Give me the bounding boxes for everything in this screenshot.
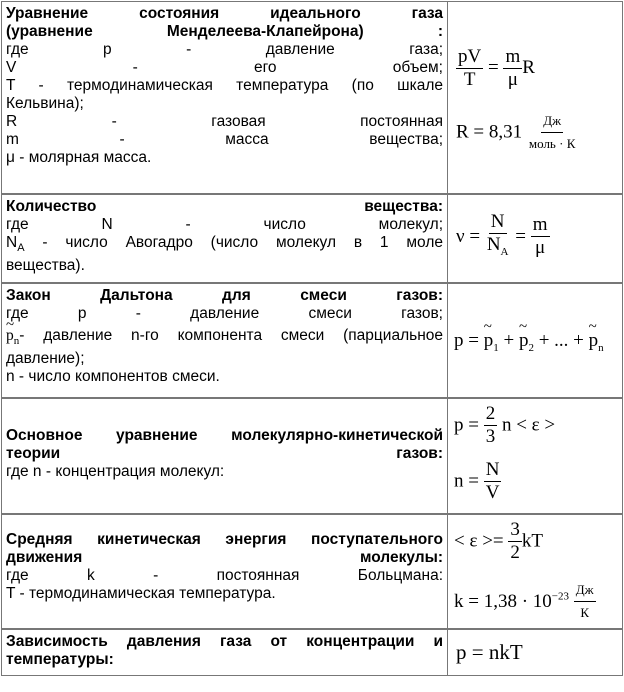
definition-line: где p - давление газа; [6,41,443,58]
definition-line: где k - постоянная Больцмана: [6,567,443,584]
formula-cell [448,284,622,397]
definition-line: давление); [6,350,85,368]
definition-line: вещества). [6,257,85,275]
row-title: Закон Дальтона для смеси газов: [6,287,443,304]
description-cell [2,630,448,675]
definition-line: где n - концентрация молекул: [6,463,225,480]
description-cell [2,284,448,397]
definition-line: V - его объем; [6,59,443,76]
row-dalton-law [1,283,623,398]
row-pressure-dependence [1,629,623,676]
definition-line: R - газовая постоянная [6,113,443,130]
description-cell [2,515,448,628]
clapeyron-formula: $\frac{pV}{T}$ = $\frac{m}{\mu}$ R [458,46,535,90]
definition-line: Кельвина); [6,95,84,112]
definition-line: T - термодинамическая температура. [6,585,276,602]
row-title: Средняя кинетическая энергия поступательного [6,531,443,548]
row-title: Количество вещества: [6,198,443,215]
concentration-formula: n = $\frac{N}{V}$ [454,459,500,503]
energy-formula: < ε >= $\frac{3}{2}$ kT [454,519,543,563]
row-title: Основное уравнение молекулярно-кинетической [6,427,443,444]
description-cell [2,2,448,193]
gas-constant-formula: R = 8,31 $\frac{Дж}{\text{моль · К}}$ [456,110,577,155]
row-mkt-equation [1,398,623,514]
row-title: температуры: [6,651,114,668]
definition-line: m - масса вещества; [6,131,443,148]
formula-cell [448,515,622,628]
amount-formula: ν = $\frac{N}{N_A}$ = $\frac{m}{\mu}$ [456,211,548,259]
formula-cell [448,195,622,282]
formula-cell [448,2,622,193]
row-title: (уравнение Менделеева-Клапейрона) : [6,23,443,40]
row-title: Зависимость давления газа от концентрации и [6,633,443,650]
description-cell [2,399,448,513]
row-title: Уравнение состояния идеального газа [6,5,443,22]
definition-line: μ - молярная масса. [6,149,152,166]
formula-cell [448,399,622,513]
definition-line: n - число компонентов смеси. [6,368,220,386]
row-ideal-gas-equation [1,1,623,194]
formula-table [1,1,623,681]
definition-line: T - термодинамическая температура (по шкале [6,77,443,94]
definition-line: $N_A$ - число Авогадро (число молекул в 1 моле [6,234,443,255]
row-title: движения молекулы: [6,549,443,566]
row-kinetic-energy [1,514,623,629]
row-title: теории газов: [6,445,443,462]
formula-cell [448,630,622,675]
row-amount-of-substance [1,194,623,283]
definition-line: ~ $p_n-$ давление n-го компонента смеси (парциальное [6,327,443,350]
dalton-formula: p = ~ $p_1$ + ~ $p_2$ + ... + ~ $p_n$ [454,330,604,354]
definition-line: где p - давление смеси газов; [6,305,443,322]
boltzmann-formula: $k = 1,38 \cdot 10^{-23}$ $\frac{Дж}{К}$ [454,579,596,624]
description-cell [2,195,448,282]
mkt-formula: p = $\frac{2}{3}$ n < ε > [454,403,556,447]
pressure-formula: p = nkT [456,640,523,664]
definition-line: где N - число молекул; [6,216,443,233]
